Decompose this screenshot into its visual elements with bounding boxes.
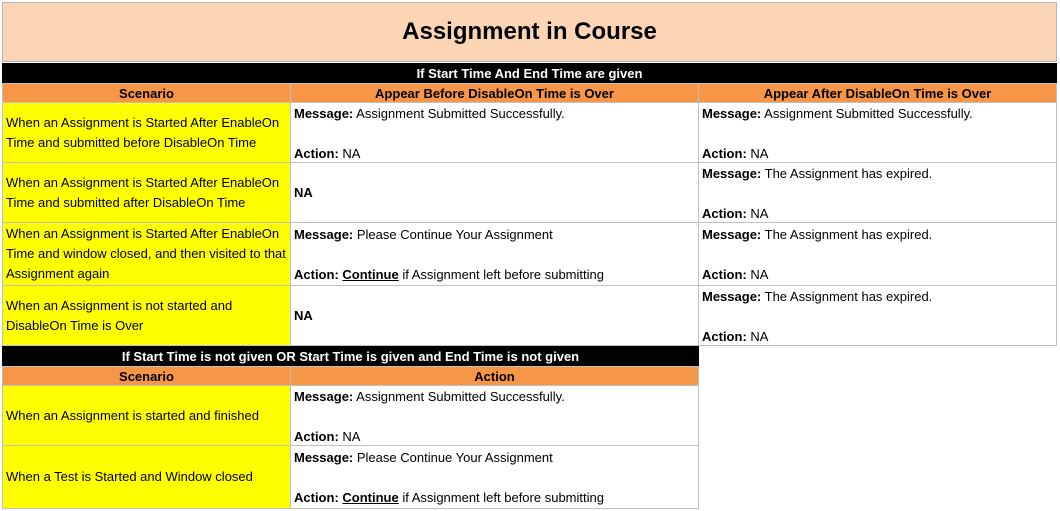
col-header-after: Appear After DisableOn Time is Over (698, 83, 1057, 103)
before-cell: Message: Assignment Submitted Successfully. Action: NA (290, 102, 699, 163)
scenario-cell: When an Assignment is Started After EnableOn Time and submitted after DisableOn Time (2, 162, 291, 223)
after-cell: Message: The Assignment has expired. Action: NA (698, 222, 1057, 286)
scenario-cell: When an Assignment is not started and DisableOn Time is Over (2, 285, 291, 346)
after-cell: Message: The Assignment has expired. Action: NA (698, 285, 1057, 346)
section2-heading: If Start Time is not given OR Start Time is given and End Time is not given (2, 346, 699, 366)
col-header-before: Appear Before DisableOn Time is Over (290, 83, 699, 103)
after-cell: Message: Assignment Submitted Successfully. Action: NA (698, 102, 1057, 163)
scenario-cell: When an Assignment is Started After EnableOn Time and window closed, and then visited to that Assignment again (2, 222, 291, 286)
action-cell: Message: Assignment Submitted Successfully. Action: NA (290, 385, 699, 446)
before-cell: NA (290, 285, 699, 346)
col-header-scenario: Scenario (2, 366, 291, 386)
continue-link[interactable]: Continue (342, 267, 399, 282)
section1-heading: If Start Time And End Time are given (2, 63, 1057, 83)
scenario-cell: When an Assignment is Started After EnableOn Time and submitted before DisableOn Time (2, 102, 291, 163)
action-cell: Message: Please Continue Your Assignment Action: Continue if Assignment left before submitting (290, 445, 699, 509)
col-header-action: Action (290, 366, 699, 386)
col-header-scenario: Scenario (2, 83, 291, 103)
scenario-cell: When a Test is Started and Window closed (2, 445, 291, 509)
continue-link[interactable]: Continue (342, 490, 399, 505)
after-cell: Message: The Assignment has expired. Action: NA (698, 162, 1057, 223)
scenario-cell: When an Assignment is started and finished (2, 385, 291, 446)
before-cell: Message: Please Continue Your Assignment Action: Continue if Assignment left before submitting (290, 222, 699, 286)
page-title: Assignment in Course (2, 2, 1057, 62)
before-cell: NA (290, 162, 699, 223)
